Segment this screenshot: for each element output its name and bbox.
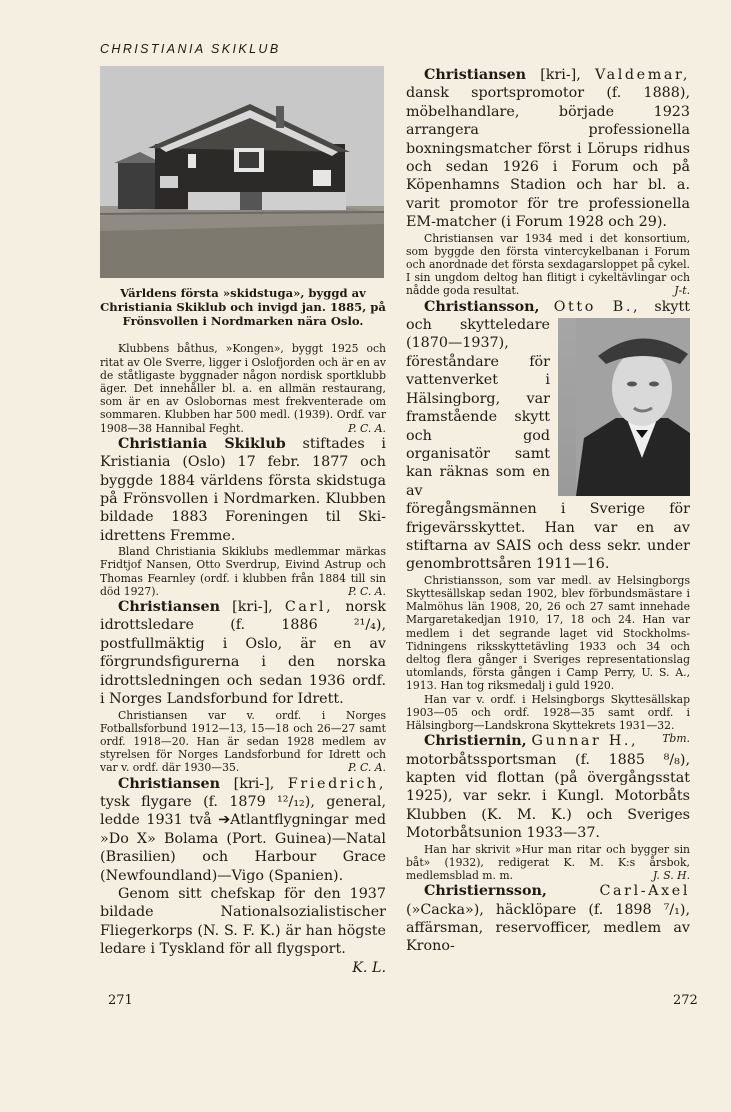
entry-text: norsk idrottsledare (f. 1886 ²¹/₄), postfullmäktig i Oslo, är en av förgrundsfigurerna i den norska idrottsledningen och sedan 1936 ordf. i Norges Landsforbund for Idrett. xyxy=(100,599,386,708)
entry-text: stiftades i Kristiania (Oslo) 17 febr. 1877 och byggde 1884 världens första skidstuga på Frönsvollen i Nordmarken. Klubben bildade 1883 Foreningen til Ski-idrettens Fremme. xyxy=(100,435,386,544)
entry-christiansen-friedrich xyxy=(100,775,386,885)
entry-headword: Christiansen xyxy=(118,775,221,792)
signature: P. C. A. xyxy=(348,761,386,775)
entry-headword: Christiania Skiklub xyxy=(118,435,286,452)
signature: K. L. xyxy=(352,959,386,976)
signature: Tbm. xyxy=(662,732,690,746)
given-name: Valdemar, xyxy=(594,67,690,83)
entry-christiansson-otto xyxy=(406,298,690,574)
entry-text: Genom sitt chefskap för den 1937 bildade Nationalsozialistischer Fliegerkorps (N. S. F. K.) är han högste ledare i Tyskland för all flygsport. xyxy=(100,885,386,958)
given-name: Carl, xyxy=(284,599,334,616)
photo-caption: Världens första »skidstuga», byggd av Christiania Skiklub och invigd jan. 1885, på Frönsvollen i Nordmarken nära Oslo. xyxy=(100,286,386,328)
given-name: Gunnar H., xyxy=(531,733,639,750)
ski-cabin-photo xyxy=(100,66,384,278)
entry-note xyxy=(406,843,690,883)
given-name: Otto B., xyxy=(553,298,641,315)
signature: J-t. xyxy=(674,284,690,298)
entry-christiania-skiklub xyxy=(100,435,386,545)
note-text: Christiansen var v. ordf. i Norges Fotballsforbund 1912—13, 15—18 och 26—27 samt ordf. 1918—20. Han är sedan 1928 medlem av styrelsen för Norges Landsforbund for Idrett och var v. ordf. där 1930—35. xyxy=(100,708,386,775)
note-text: Christiansson, som var medl. av Helsingborgs Skyttesällskap sedan 1902, blev förbundsmästare i Malmöhus län 1908, 20, 26 och 27 samt innehade Margaretakedjan 1910, 17, 18 och 24. Han var medlem i det segrande laget vid Stockholms-Tidningens riksskyttetävling 1933 och 34 och deltog flera gånger i Sveriges representationslag utomlands, första gången i Camp Perry, U. S. A., 1913. Han tog riksmedalj i guld 1920. xyxy=(406,573,690,693)
right-column xyxy=(406,66,690,956)
entry-headword: Christiernin, xyxy=(424,733,527,750)
signature: J. S. H. xyxy=(652,869,690,883)
pronunciation: [kri-], xyxy=(540,67,581,83)
entry-christiernin-gunnar xyxy=(406,732,690,842)
portrait-photo xyxy=(558,318,690,496)
entry-text: dansk sportspromotor (f. 1888), möbelhandlare, började 1923 arrangera professionella boxningsmatcher först i Lörups ridhus och sedan 1926 i Forum och på Köpenhamns Stadion och har bl. a. varit promotor för tre professionella EM-matcher (i Forum 1928 och 29). xyxy=(406,85,690,231)
running-head: CHRISTIANIA SKIKLUB xyxy=(100,42,281,56)
entry-christiansen-valdemar xyxy=(406,66,690,232)
entry-christiernsson-carl-axel xyxy=(406,882,690,956)
pronunciation: [kri-], xyxy=(233,775,275,792)
entry-headword: Christiernsson, xyxy=(424,883,547,900)
given-name: Carl-Axel xyxy=(599,883,690,900)
note-text: Christiansen var 1934 med i det konsortium, som byggde den första vintercykelbanan i Forum och anordnade det första sexdagarsloppet på cykel. I sin ungdom deltog han flitigt i cykeltävlingar och nådde goda resultat. xyxy=(406,231,690,298)
given-name: Friedrich, xyxy=(287,775,386,792)
note-text: Han var v. ordf. i Helsingborgs Skyttesällskap 1903—05 och ordf. 1928—35 samt ordf. i Hälsingborg—Landskrona Skyttekrets 1931—32. xyxy=(406,692,690,732)
entry-headword: Christiansen xyxy=(118,599,221,616)
entry-christiansen-carl xyxy=(100,598,386,708)
entry-note xyxy=(100,709,386,775)
entry-headword: Christiansson, xyxy=(424,298,540,315)
left-column xyxy=(100,66,386,977)
note-text: Bland Christiania Skiklubs medlemmar märkas Fridtjof Nansen, Otto Sverdrup, Eivind Astrup och Thomas Fearnley (ordf. i klubben från 1884 till sin död 1927). xyxy=(100,545,386,598)
signature: P. C. A. xyxy=(348,584,386,598)
entry-note xyxy=(100,545,386,598)
note-text: Han har skrivit »Hur man ritar och bygger sin båt» (1932), redigerat K. M. K:s årsbok, medlemsblad m. m. xyxy=(406,842,690,883)
boathouse-text: Klubbens båthus, »Kongen», byggt 1925 och ritat av Ole Sverre, ligger i Oslofjorden och är en av de ståtligaste byggnader någon nordisk sportklubb äger. Det innehåller bl. a. en allmän restaurang, som är en av Oslobornas mest frekventerade om sommaren. Klubben har 500 medl. (1939). Ordf. var 1908—38 Hannibal Feght. xyxy=(100,342,386,435)
entry-text: skytt och skytteledare (1870—1937), föreståndare för vattenverket i Hälsingborg, var framstående skytt och god organisatör samt kan räknas som en av föregångsmännen i Sverige för frigevärsskyttet. Han var en av stiftarna av SAIS och dess sekr. under genombrottsåren 1911—16. xyxy=(406,298,690,573)
entry-text: motorbåtssportsman (f. 1885 ⁸/₈), kapten vid flottan (på övergångsstat 1925), var sekr. i Kungl. Motorbåts Klubben (K. M. K.) och Sveriges Motorbåtsunion 1933—37. xyxy=(406,751,690,842)
entry-note xyxy=(406,232,690,298)
entry-continuation xyxy=(100,885,386,976)
paragraph-boathouse xyxy=(100,342,386,434)
entry-headword: Christiansen xyxy=(424,67,527,83)
entry-text: tysk flygare (f. 1879 ¹²/₁₂), general, ledde 1931 två ➔Atlantflygningar med »Do X» Bolama (Port. Guinea)—Natal (Brasilien) och Harbour Grace (Newfoundland)—Vigo (Spanien). xyxy=(100,793,386,884)
signature: P. C. A. xyxy=(348,421,386,435)
page-number-left: 271 xyxy=(108,993,133,1008)
pronunciation: [kri-], xyxy=(232,599,273,616)
entry-note xyxy=(406,574,690,693)
entry-text: (»Cacka»), häcklöpare (f. 1898 ⁷/₁), affärsman, reservofficer, medlem av Krono- xyxy=(406,901,690,955)
page-number-right: 272 xyxy=(673,993,698,1008)
